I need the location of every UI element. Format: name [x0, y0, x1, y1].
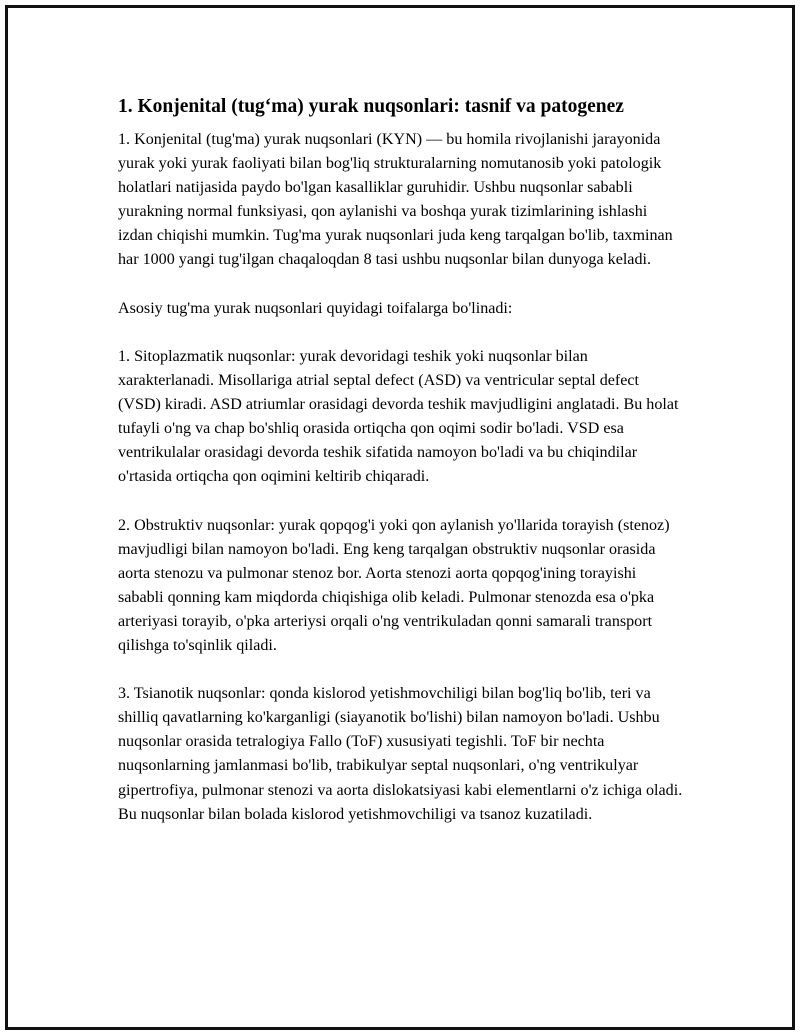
obstructive-defects-paragraph: 2. Obstruktiv nuqsonlar: yurak qopqog'i yoki qon aylanish yo'llarida torayish (stenoz) mavjudligi bilan namoyon bo'ladi. Eng keng tarqalgan obstruktiv nuqsonlar orasida aorta stenozu va pulmonar stenoz bor. Aorta stenozi aorta qopqog'ining torayishi sababli qonning kam miqdorda chiqishiga olib keladi. Pulmonar stenozda esa o'pka arteriyasi torayib, o'pka arteriysi orqali o'ng ventrikuladan qonni samarali transport qilishga to'sqinlik qiladi.	[118, 516, 670, 654]
categories-lead-paragraph: Asosiy tug'ma yurak nuqsonlari quyidagi toifalarga bo'linadi:	[118, 299, 513, 317]
section-heading: 1. Konjenital (tug‘ma) yurak nuqsonlari: tasnif va patogenez	[118, 96, 624, 117]
cyanotic-defects-paragraph: 3. Tsianotik nuqsonlar: qonda kislorod yetishmovchiligi bilan bog'liq bo'lib, teri va shilliq qavatlarning ko'karganligi (siayanotik bo'lishi) bilan namoyon bo'ladi. Ushbu nuqsonlar orasida tetralogiya Fallo (ToF) xususiyati tegishli. ToF bir nechta nuqsonlarning jamlanmasi bo'lib, trabikulyar septal nuqsonlari, o'ng ventrikulyar gipertrofiya, pulmonar stenozi va aorta dislokatsiyasi kabi elementlarni o'z ichiga oladi. Bu nuqsonlar bilan bolada kislorod yetishmovchiligi va tsanoz kuzatiladi.	[118, 685, 683, 823]
intro-paragraph: 1. Konjenital (tug'ma) yurak nuqsonlari (KYN) — bu homila rivojlanishi jarayonida yurak yoki yurak faoliyati bilan bog'liq strukturalarning nomutanosib yoki patologik holatlari natijasida paydo bo'lgan kasalliklar guruhidir. Ushbu nuqsonlar sababli yurakning normal funksiyasi, qon aylanishi va boshqa yurak tizimlarining ishlashi izdan chiqishi mumkin. Tug'ma yurak nuqsonlari juda keng tarqalgan bo'lib, taxminan har 1000 yangi tug'ilgan chaqaloqdan 8 tasi ushbu nuqsonlar bilan dunyoga keladi.	[118, 131, 673, 269]
document-body	[118, 94, 683, 851]
septal-defects-paragraph: 1. Sitoplazmatik nuqsonlar: yurak devoridagi teshik yoki nuqsonlar bilan xarakterlanadi. Misollariga atrial septal defect (ASD) va ventricular septal defect (VSD) kiradi. ASD atriumlar orasidagi devorda teshik mavjudligini anglatadi. Bu holat tufayli o'ng va chap bo'shliq orasida ortiqcha qon oqimi sodir bo'ladi. VSD esa ventrikulalar orasidagi devorda teshik sifatida namoyon bo'ladi va bu chiqindilar o'rtasida ortiqcha qon oqimini keltirib chiqaradi.	[118, 347, 679, 486]
